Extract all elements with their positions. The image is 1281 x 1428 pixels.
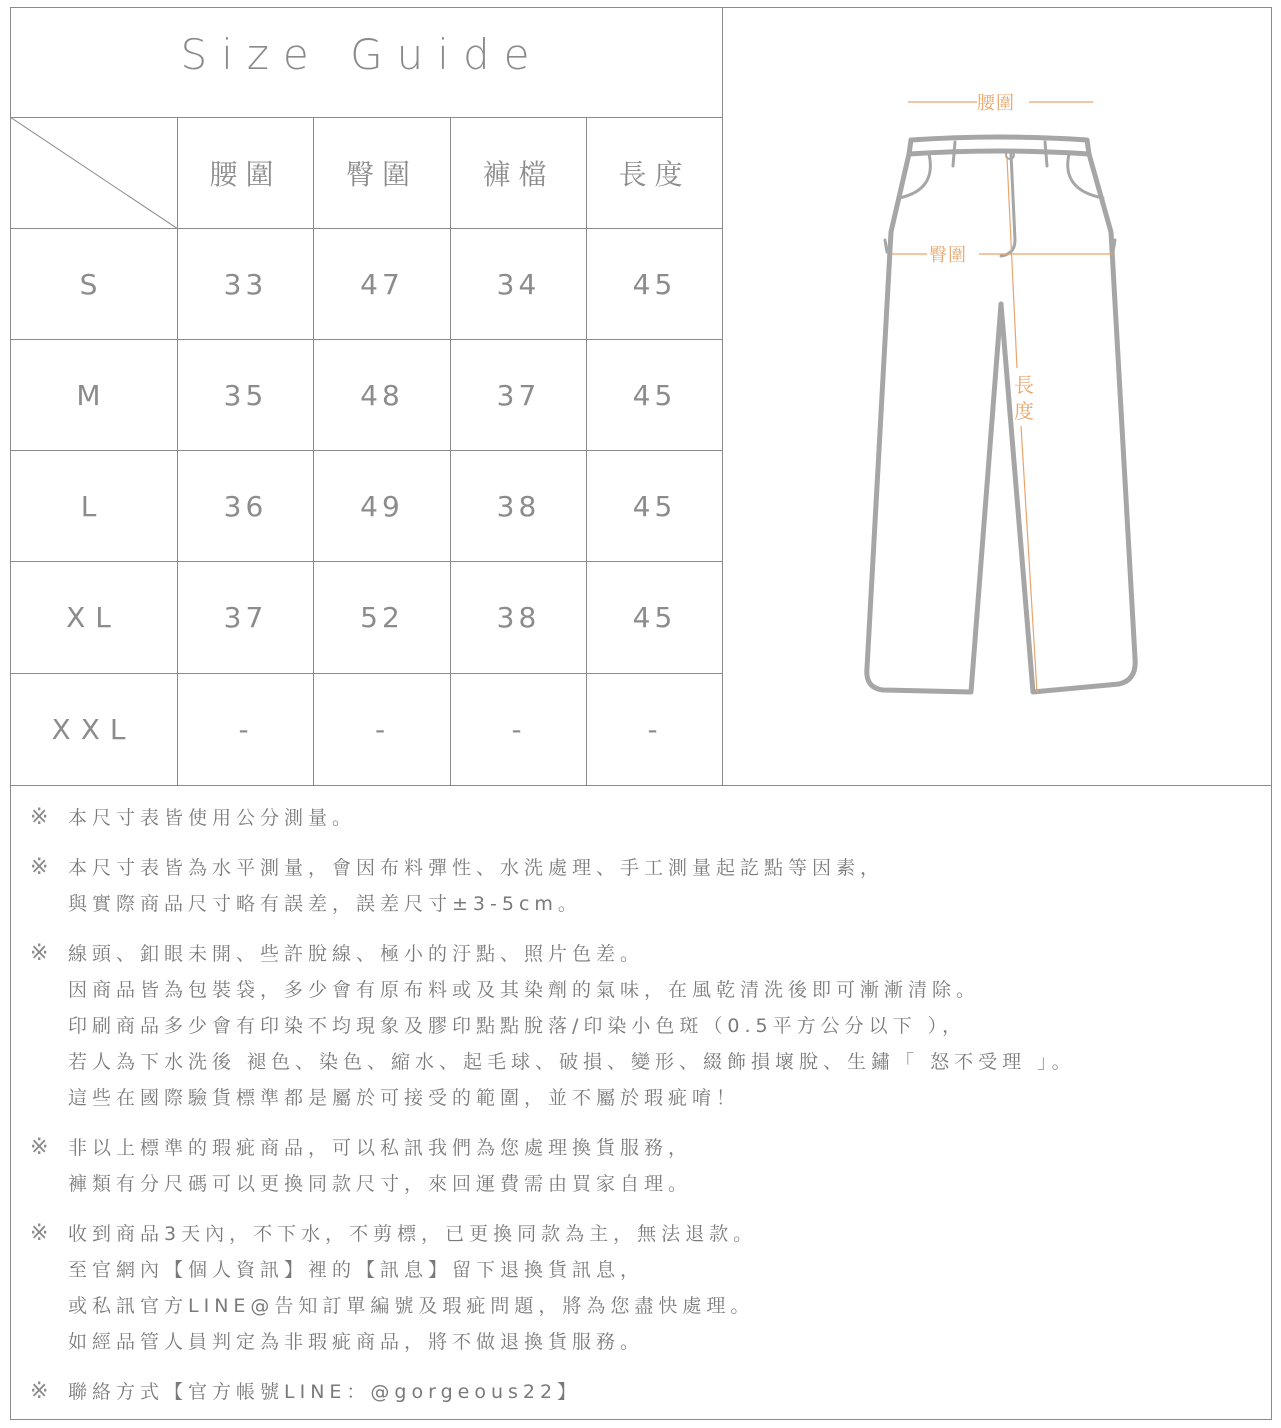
reference-mark: ※ [30,1135,49,1160]
cell-l-waist: 36 [223,489,268,523]
row-label-l: L [80,489,107,523]
page-title: Size Guide [180,30,544,79]
note-line: 褲類有分尺碼可以更換同款尺寸，來回運費需由買家自理。 [68,1173,693,1195]
hip-measure-label: 臀圍 [929,245,967,266]
note-6 [30,1374,1250,1410]
note-line: 收到商品3天內，不下水，不剪標，已更換同款為主，無法退款。 [68,1223,758,1245]
note-line: 或私訊官方LINE@告知訂單編號及瑕疵問題，將為您盡快處理。 [68,1295,755,1317]
row-label-m: M [76,378,111,412]
length-measure-label-top: 長 [1014,373,1034,397]
reference-mark: ※ [30,1379,49,1404]
cell-xl-crotch: 38 [496,601,541,634]
row-label-s: S [79,267,108,301]
cell-l-hip: 49 [360,489,404,523]
note-line: 如經品管人員判定為非瑕疵商品，將不做退換貨服務。 [68,1331,645,1353]
col-header-crotch: 褲檔 [482,158,555,191]
cell-xl-hip: 52 [360,601,404,634]
note-line: 線頭、釦眼未開、些許脫線、極小的汙點、照片色差。 [68,943,645,965]
col-header-hip: 臀圍 [345,158,418,191]
note-line: 因商品皆為包裝袋，多少會有原布料或及其染劑的氣味，在風乾清洗後即可漸漸清除。 [68,979,981,1001]
note-5 [30,1216,1250,1360]
note-line: 聯絡方式【官方帳號LINE：@gorgeous22】 [68,1381,582,1403]
note-3 [30,936,1250,1116]
cell-s-hip: 47 [360,267,404,301]
col-header-length: 長度 [618,158,691,191]
note-4 [30,1130,1250,1202]
note-line: 若人為下水洗後 褪色、染色、縮水、起毛球、破損、變形、綴飾損壞脫、生鏽「 怒不受理 」。 [68,1051,1076,1073]
reference-mark: ※ [30,941,49,966]
cell-l-length: 45 [632,489,677,523]
cell-xxl-waist: - [238,713,253,746]
cell-m-waist: 35 [223,378,268,412]
reference-mark: ※ [30,855,49,880]
note-line: 至官網內【個人資訊】裡的【訊息】留下退換貨訊息， [68,1259,645,1281]
reference-mark: ※ [30,805,49,830]
note-1 [30,800,1250,836]
cell-xxl-hip: - [374,713,390,746]
cell-xl-waist: 37 [223,601,268,634]
length-measure-label-bottom: 度 [1014,399,1034,423]
notes-section [30,800,1250,1424]
reference-mark: ※ [30,1221,49,1246]
waist-measure-label: 腰圍 [977,93,1015,114]
cell-m-hip: 48 [360,378,404,412]
pants-diagram [723,8,1271,785]
cell-xxl-crotch: - [511,713,526,746]
cell-s-length: 45 [632,267,677,301]
row-label-xxl: XXL [51,713,136,746]
cell-m-length: 45 [632,378,677,412]
note-line: 非以上標準的瑕疵商品，可以私訊我們為您處理換貨服務， [68,1137,693,1159]
cell-xxl-length: - [647,713,662,746]
note-2 [30,850,1250,922]
row-label-xl: XL [66,601,121,634]
note-line: 本尺寸表皆為水平測量，會因布料彈性、水洗處理、手工測量起訖點等因素， [68,857,885,879]
cell-m-crotch: 37 [496,378,541,412]
note-line: 這些在國際驗貨標準都是屬於可接受的範圍，並不屬於瑕疵唷！ [68,1087,741,1109]
note-line: 本尺寸表皆使用公分測量。 [68,807,357,829]
cell-xl-length: 45 [632,601,677,634]
cell-s-waist: 33 [223,267,268,301]
col-header-waist: 腰圍 [209,158,282,191]
pants-outline [867,137,1135,692]
corner-diagonal [10,117,178,229]
note-line: 印刷商品多少會有印染不均現象及膠印點點脫落/印染小色斑（0.5平方公分以下 ）， [68,1015,967,1037]
divider-table-notes [10,785,1272,786]
note-line: 與實際商品尺寸略有誤差，誤差尺寸±3-5cm。 [68,893,582,915]
cell-l-crotch: 38 [496,489,541,523]
cell-s-crotch: 34 [496,267,541,301]
